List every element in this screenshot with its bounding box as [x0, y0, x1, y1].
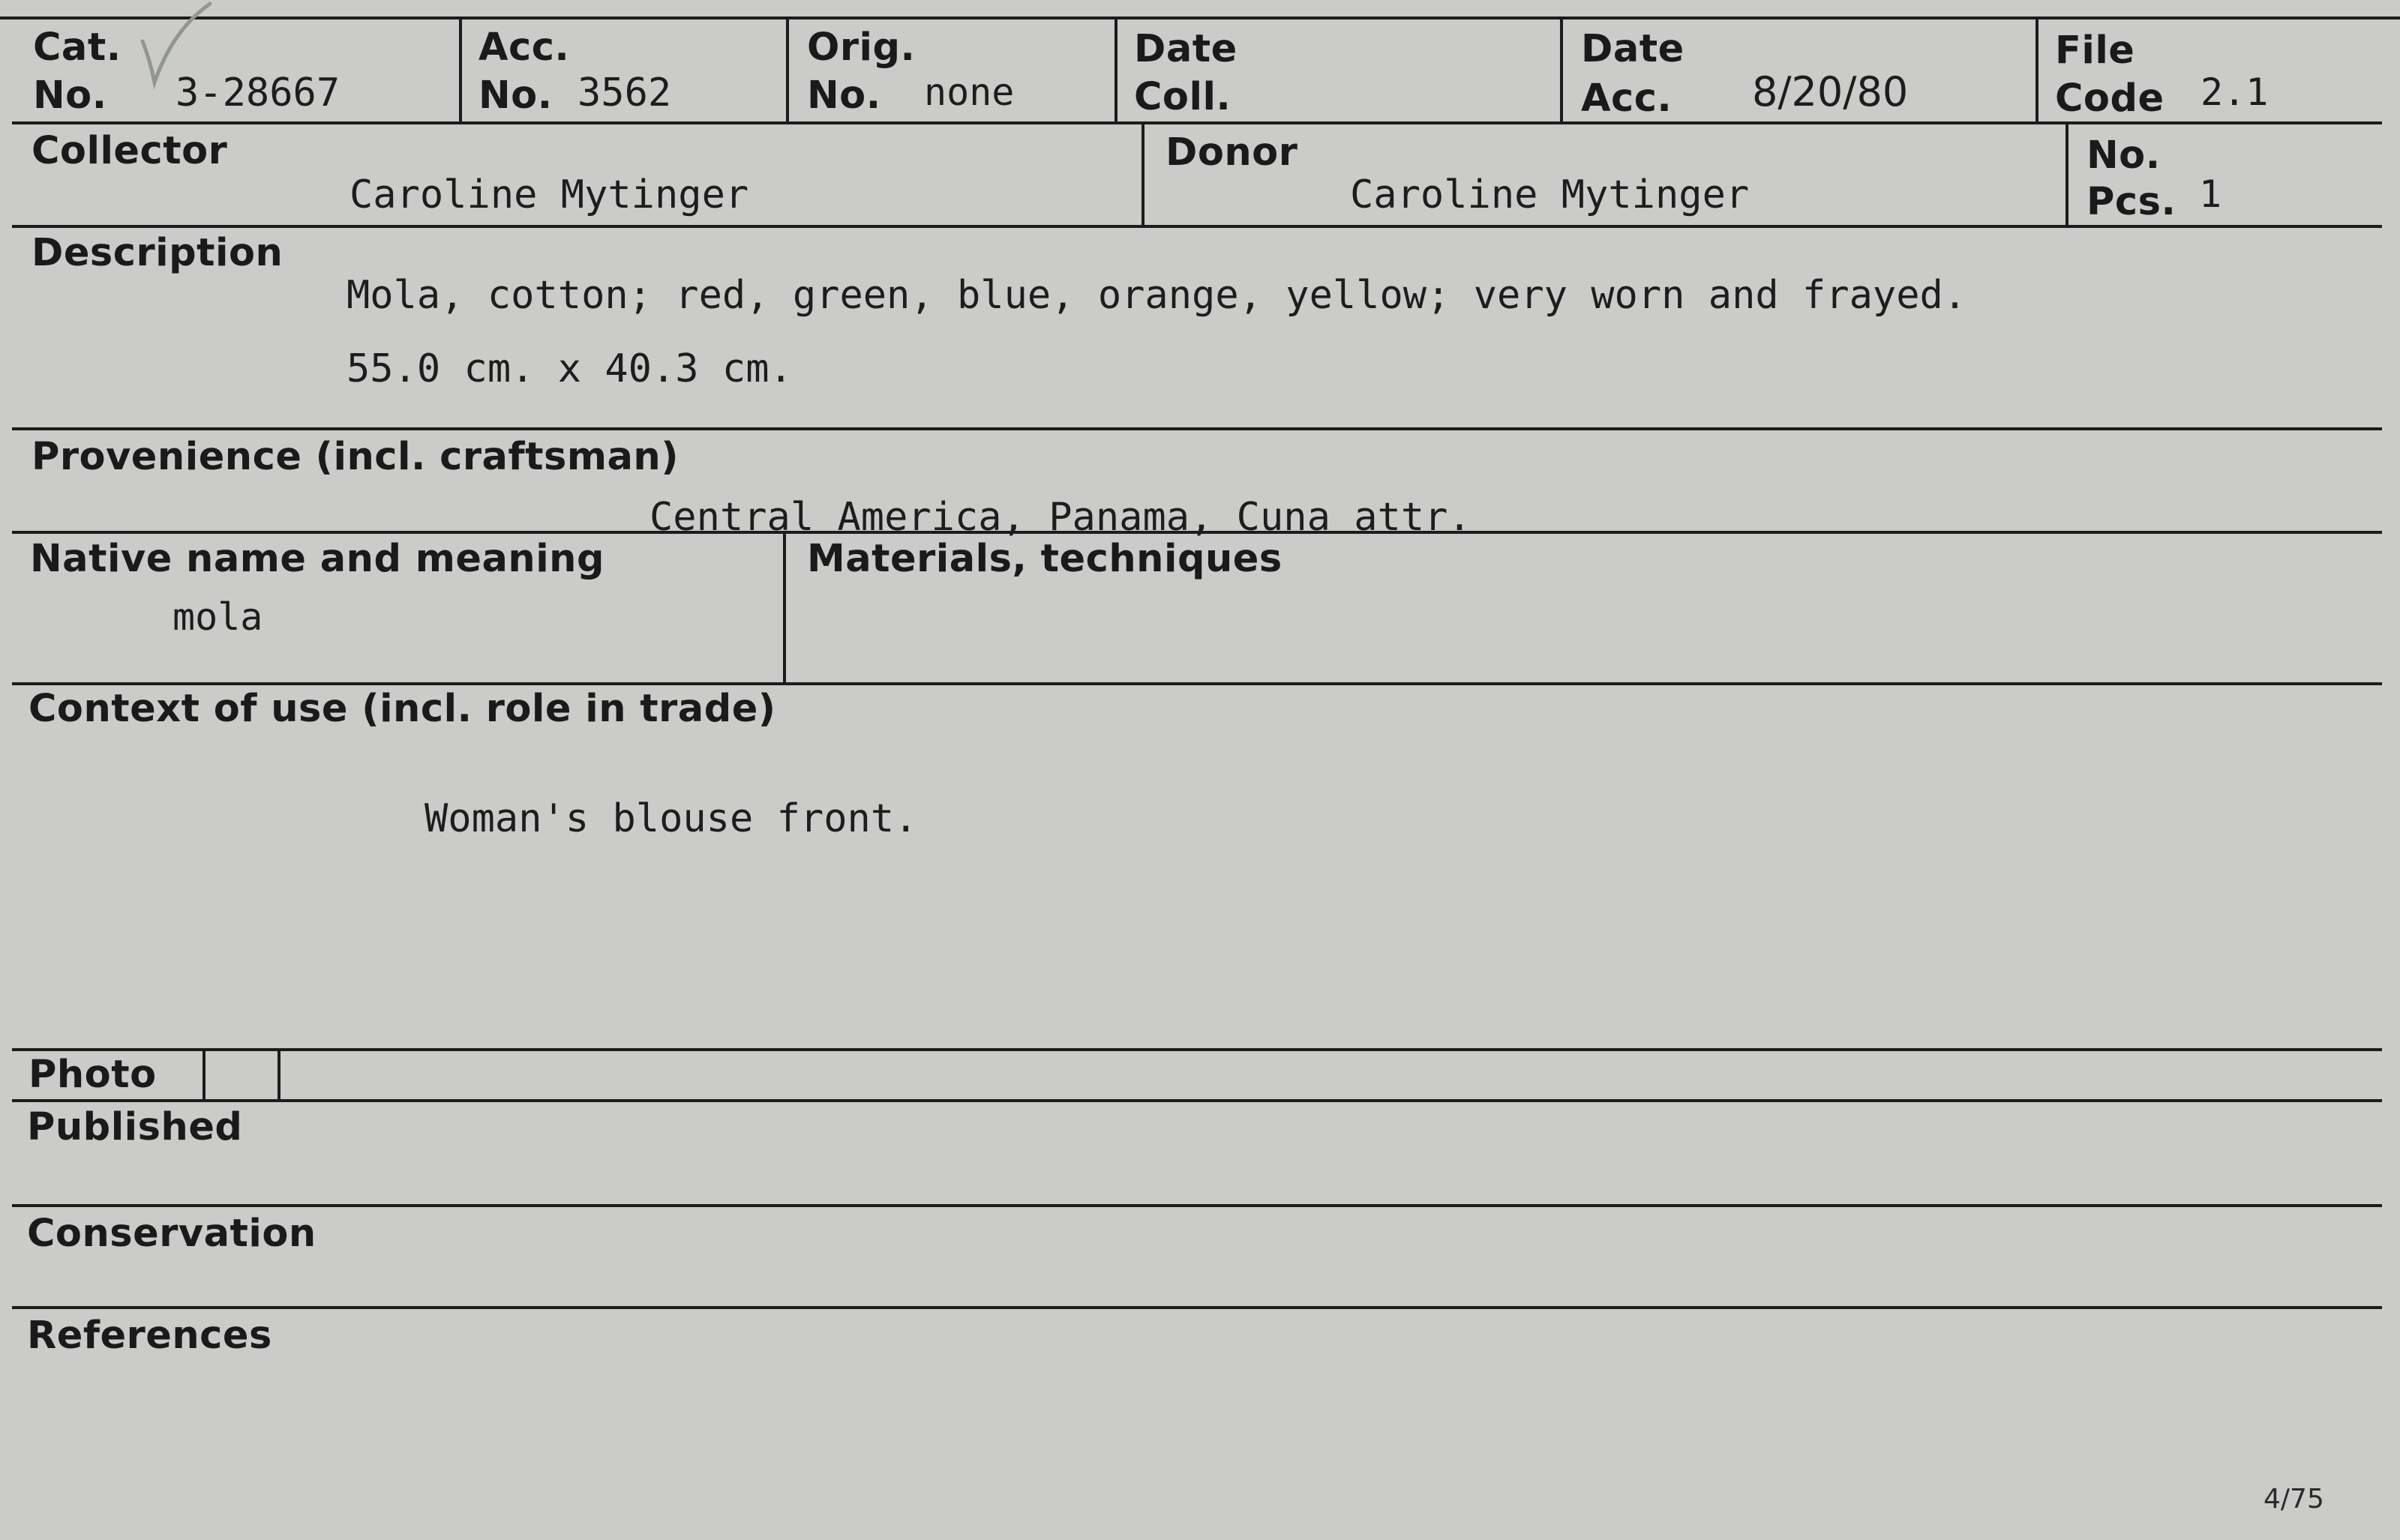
divider-datecoll-dateacc [1560, 16, 1563, 123]
context-label: Context of use (incl. role in trade) [28, 687, 776, 731]
rule-description-bottom [12, 427, 2382, 430]
divider-acc-orig [786, 16, 789, 123]
description-label: Description [32, 231, 284, 275]
rule-collector-bottom [12, 225, 2382, 228]
date-coll-label-top: Date [1134, 27, 1238, 71]
rule-top [0, 16, 2400, 19]
form-code: 4/75 [2264, 1484, 2324, 1515]
divider-orig-datecoll [1114, 16, 1118, 123]
rule-context-bottom [12, 1048, 2382, 1051]
date-acc-label-bottom: Acc. [1581, 76, 1672, 121]
orig-no-value: none [924, 70, 1015, 114]
divider-native-materials [783, 532, 786, 684]
date-coll-label-bottom: Coll. [1134, 75, 1232, 119]
divider-dateacc-file [2036, 16, 2038, 123]
pieces-label-top: No. [2086, 133, 2161, 178]
divider-donor-pieces [2066, 123, 2068, 226]
cat-no-value: 3-28667 [176, 70, 340, 115]
references-label: References [27, 1314, 272, 1358]
pieces-value: 1 [2199, 172, 2222, 216]
date-acc-label-top: Date [1581, 27, 1684, 71]
provenience-label: Provenience (incl. craftsman) [32, 435, 679, 479]
acc-label-top: Acc. [478, 25, 570, 70]
divider-cat-acc [459, 16, 462, 123]
donor-label: Donor [1166, 130, 1298, 175]
photo-label: Photo [28, 1053, 157, 1097]
photo-box-right [278, 1050, 280, 1101]
photo-box-left [202, 1050, 206, 1101]
collector-label: Collector [32, 129, 228, 173]
published-label: Published [27, 1105, 243, 1149]
orig-label-top: Orig. [807, 25, 916, 70]
rule-published-bottom [12, 1204, 2382, 1207]
cat-label-bottom: No. [33, 73, 107, 118]
date-acc-value: 8/20/80 [1752, 68, 1909, 115]
provenience-value: Central America, Panama, Cuna attr. [650, 495, 1472, 540]
file-label-bottom: Code [2055, 76, 2164, 121]
acc-label-bottom: No. [478, 73, 553, 118]
conservation-label: Conservation [27, 1212, 316, 1256]
context-value: Woman's blouse front. [424, 796, 918, 841]
rule-conservation-bottom [12, 1306, 2382, 1309]
rule-photo-bottom [12, 1099, 2382, 1102]
file-code-value: 2.1 [2200, 70, 2269, 114]
rule-native-bottom [12, 682, 2382, 685]
orig-label-bottom: No. [807, 73, 881, 118]
native-name-value: mola [172, 595, 263, 639]
native-name-label: Native name and meaning [30, 537, 604, 581]
cat-label-top: Cat. [33, 25, 122, 70]
pieces-label-bottom: Pcs. [2086, 180, 2176, 224]
rule-header-bottom [12, 121, 2382, 124]
description-line-1: Mola, cotton; red, green, blue, orange, yellow; very worn and frayed. [346, 273, 1967, 318]
donor-value: Caroline Mytinger [1350, 172, 1750, 217]
file-label-top: File [2055, 28, 2135, 73]
collector-value: Caroline Mytinger [350, 172, 749, 217]
divider-collector-donor [1142, 123, 1144, 226]
materials-label: Materials, techniques [807, 537, 1282, 581]
description-line-2: 55.0 cm. x 40.3 cm. [346, 346, 793, 391]
acc-no-value: 3562 [578, 70, 672, 115]
